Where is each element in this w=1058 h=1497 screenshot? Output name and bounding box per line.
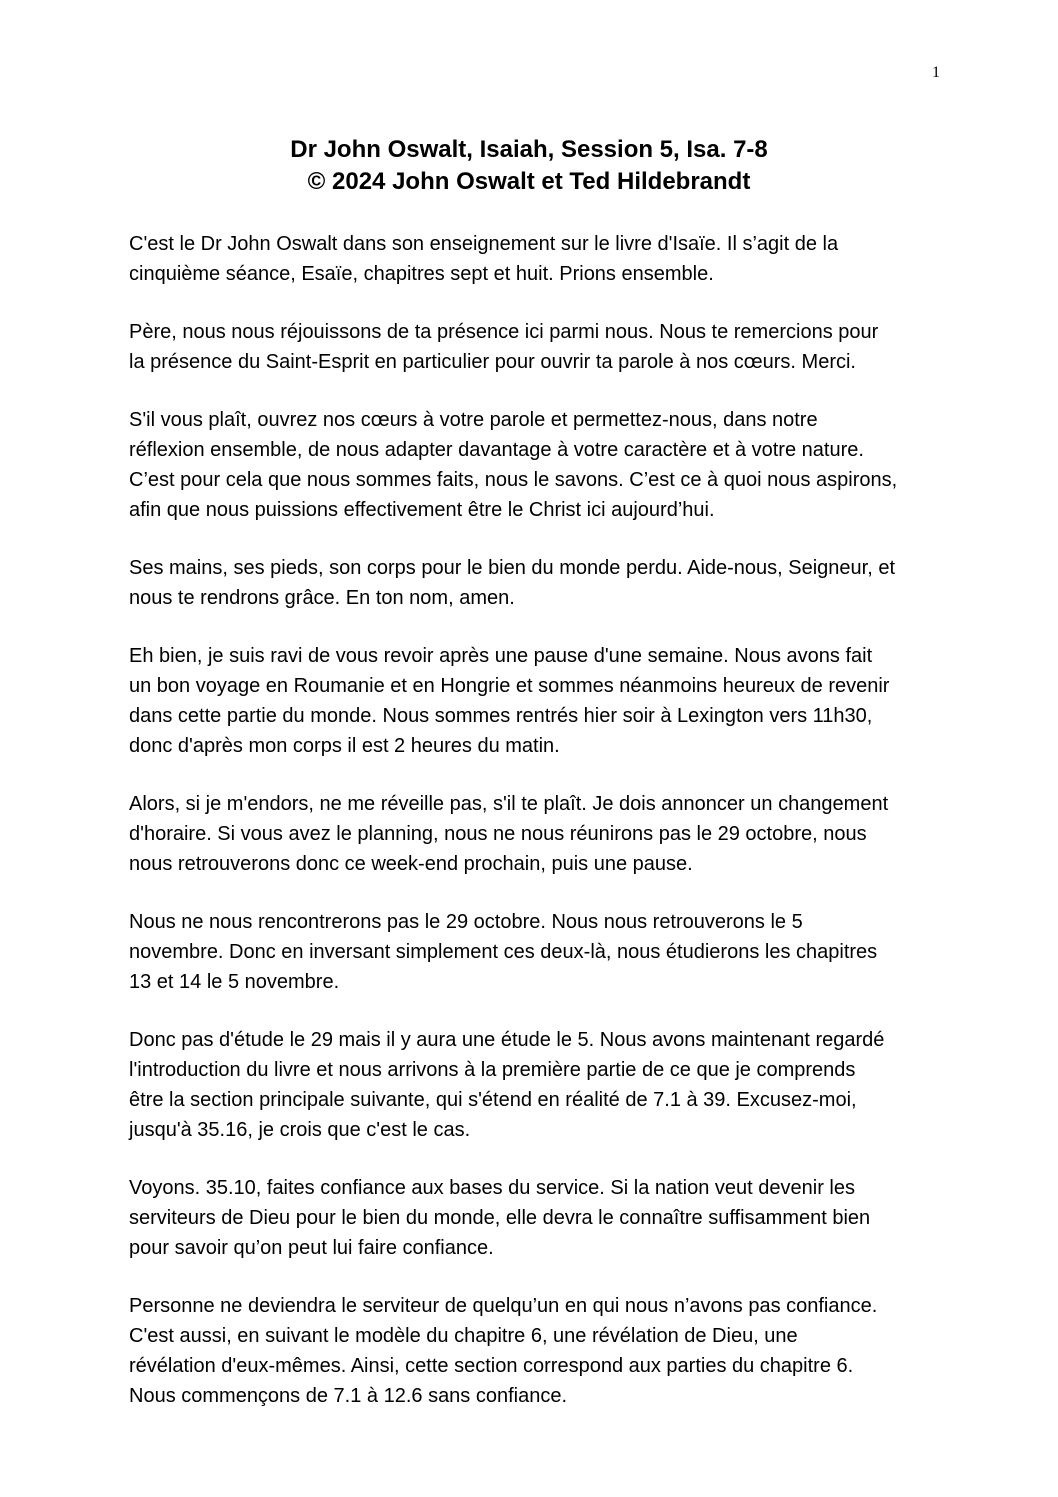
paragraph: C'est le Dr John Oswalt dans son enseignement sur le livre d'Isaïe. Il s’agit de la cinquième séance, Esaïe, chapitres sept et huit. Prions ensemble.: [129, 233, 839, 285]
paragraph: Nous ne nous rencontrerons pas le 29 octobre. Nous nous retrouverons le 5 novembre. Donc en inversant simplement ces deux-là, nous étudierons les chapitres 13 et 14 le 5 novembre.: [129, 911, 878, 993]
paragraph: S'il vous plaît, ouvrez nos cœurs à votre parole et permettez-nous, dans notre réflexion ensemble, de nous adapter davantage à votre caractère et à votre nature. C’est pour cela que nous sommes faits, nous le savons. C’est ce à quoi nous aspirons, afin que nous puissions effectivement être le Christ ici aujourd’hui.: [129, 409, 898, 521]
paragraph: Donc pas d'étude le 29 mais il y aura une étude le 5. Nous avons maintenant regardé l'introduction du livre et nous arrivons à la première partie de ce que je comprends être la section principale suivante, qui s'étend en réalité de 7.1 à 39. Excusez-moi, jusqu'à 35.16, je crois que c'est le cas.: [129, 1029, 885, 1141]
paragraph: Père, nous nous réjouissons de ta présence ici parmi nous. Nous te remercions pour la présence du Saint-Esprit en particulier pour ouvrir ta parole à nos cœurs. Merci.: [129, 321, 879, 373]
paragraph: Voyons. 35.10, faites confiance aux bases du service. Si la nation veut devenir les serviteurs de Dieu pour le bien du monde, elle devra le connaître suffisamment bien pour savoir qu’on peut lui faire confiance.: [129, 1177, 871, 1259]
page-number: 1: [932, 64, 940, 81]
paragraph: Personne ne deviendra le serviteur de quelqu’un en qui nous n’avons pas confiance. C'est aussi, en suivant le modèle du chapitre 6, une révélation de Dieu, une révélation d'eux-mêmes. Ainsi, cette section correspond aux parties du chapitre 6. Nous commençons de 7.1 à 12.6 sans confiance.: [129, 1295, 878, 1407]
document-title: [100, 134, 958, 198]
document-body: [129, 229, 949, 1439]
paragraph: Alors, si je m'endors, ne me réveille pas, s'il te plaît. Je dois annoncer un changement d'horaire. Si vous avez le planning, nous ne nous réunirons pas le 29 octobre, nous nous retrouverons donc ce week-end prochain, puis une pause.: [129, 793, 889, 875]
paragraph: Eh bien, je suis ravi de vous revoir après une pause d'une semaine. Nous avons fait un bon voyage en Roumanie et en Hongrie et sommes néanmoins heureux de revenir dans cette partie du monde. Nous sommes rentrés hier soir à Lexington vers 11h30, donc d'après mon corps il est 2 heures du matin.: [129, 645, 890, 757]
paragraph: Ses mains, ses pieds, son corps pour le bien du monde perdu. Aide-nous, Seigneur, et nous te rendrons grâce. En ton nom, amen.: [129, 557, 896, 609]
title-line-1: Dr John Oswalt, Isaiah, Session 5, Isa. 7-8: [290, 136, 768, 163]
title-line-2: © 2024 John Oswalt et Ted Hildebrandt: [307, 168, 751, 195]
